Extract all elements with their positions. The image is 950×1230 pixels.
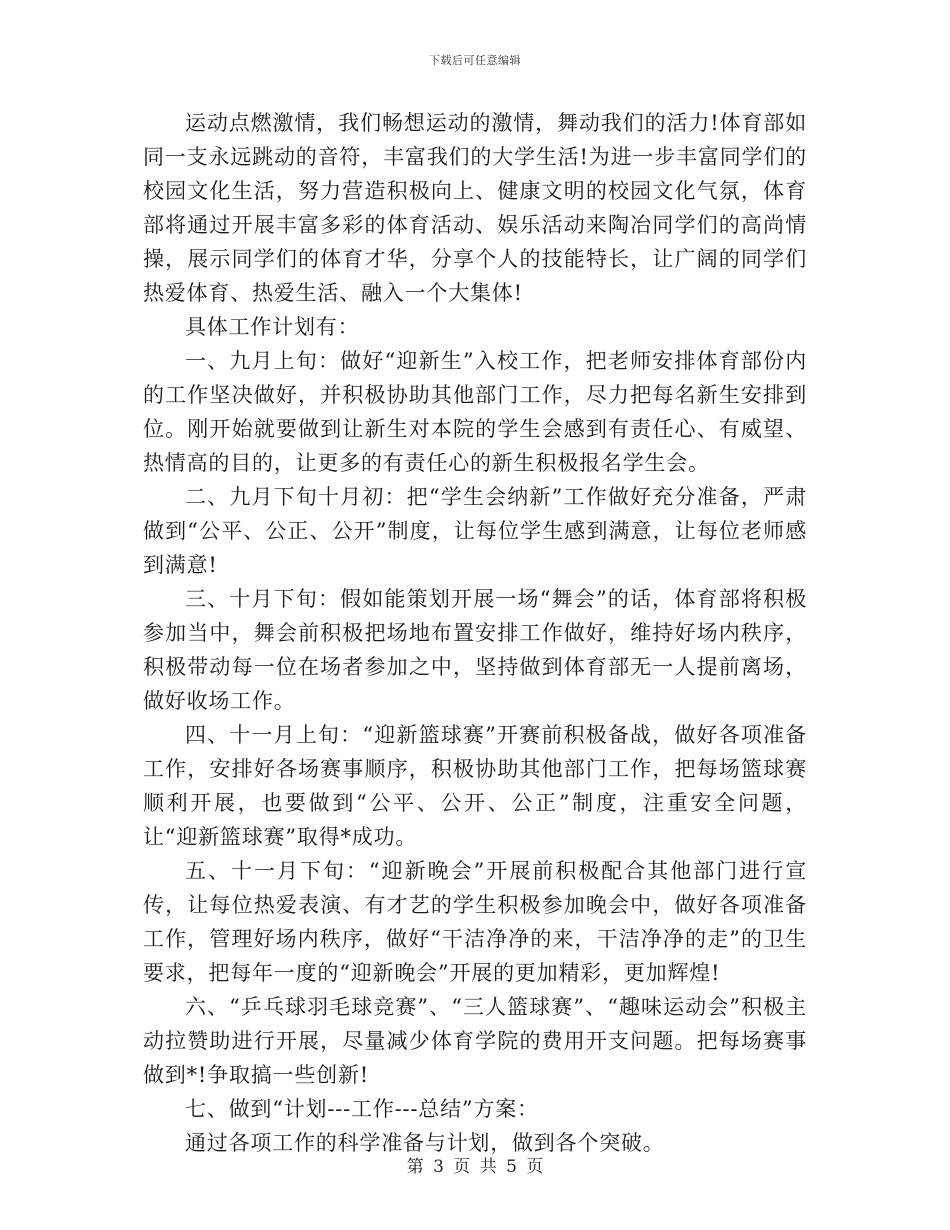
paragraph-item-2: 二、九月下旬十月初：把“学生会纳新”工作做好充分准备，严肃做到“公平、公正、公开”制度，让每位学生感到满意，让每位老师感到满意!: [143, 485, 807, 577]
paragraph-item-4: 四、十一月上旬：“迎新篮球赛”开赛前积极备战，做好各项准备工作，安排好各场赛事顺序，积极协助其他部门工作，把每场篮球赛顺利开展，也要做到“公平、公开、公正”制度，注重安全问题，让“迎新篮球赛”取得*成功。: [143, 723, 807, 849]
paragraph-plan-heading: 具体工作计划有：: [185, 315, 360, 339]
document-body: [143, 106, 807, 1160]
page-number-footer: 第 3 页 共 5 页: [406, 1157, 544, 1177]
paragraph-closing: 通过各项工作的科学准备与计划，做到各个突破。: [185, 1131, 665, 1155]
paragraph-item-5: 五、十一月下旬：“迎新晚会”开展前积极配合其他部门进行宣传，让每位热爱表演、有才艺的学生积极参加晚会中，做好各项准备工作，管理好场内秩序，做好“干洁净净的来，干洁净净的走”的卫生要求，把每年一度的“迎新晚会”开展的更加精彩，更加辉煌!: [143, 859, 807, 985]
paragraph-item-3: 三、十月下旬：假如能策划开展一场“舞会”的话，体育部将积极参加当中，舞会前积极把场地布置安排工作做好，维持好场内秩序，积极带动每一位在场者参加之中，坚持做到体育部无一人提前离场，做好收场工作。: [143, 587, 807, 713]
page-header: 下载后可任意编辑: [429, 54, 521, 67]
paragraph-item-6: 六、“乒乓球羽毛球竞赛”、“三人篮球赛”、“趣味运动会”积极主动拉赞助进行开展，尽量减少体育学院的费用开支问题。把每场赛事做到*!争取搞一些创新!: [143, 995, 807, 1087]
paragraph-item-7: 七、做到“计划---工作---总结”方案：: [185, 1097, 539, 1121]
paragraph-item-1: 一、九月上旬：做好“迎新生”入校工作，把老师安排体育部份内的工作坚决做好，并积极协助其他部门工作，尽力把每名新生安排到位。刚开始就要做到让新生对本院的学生会感到有责任心、有威望、热情高的目的，让更多的有责任心的新生积极报名学生会。: [143, 349, 807, 475]
paragraph-intro: 运动点燃激情，我们畅想运动的激情，舞动我们的活力!体育部如同一支永远跳动的音符，丰富我们的大学生活!为进一步丰富同学们的校园文化生活，努力营造积极向上、健康文明的校园文化气氛，体育部将通过开展丰富多彩的体育活动、娱乐活动来陶冶同学们的高尚情操，展示同学们的体育才华，分享个人的技能特长，让广阔的同学们热爱体育、热爱生活、融入一个大集体!: [143, 111, 807, 305]
